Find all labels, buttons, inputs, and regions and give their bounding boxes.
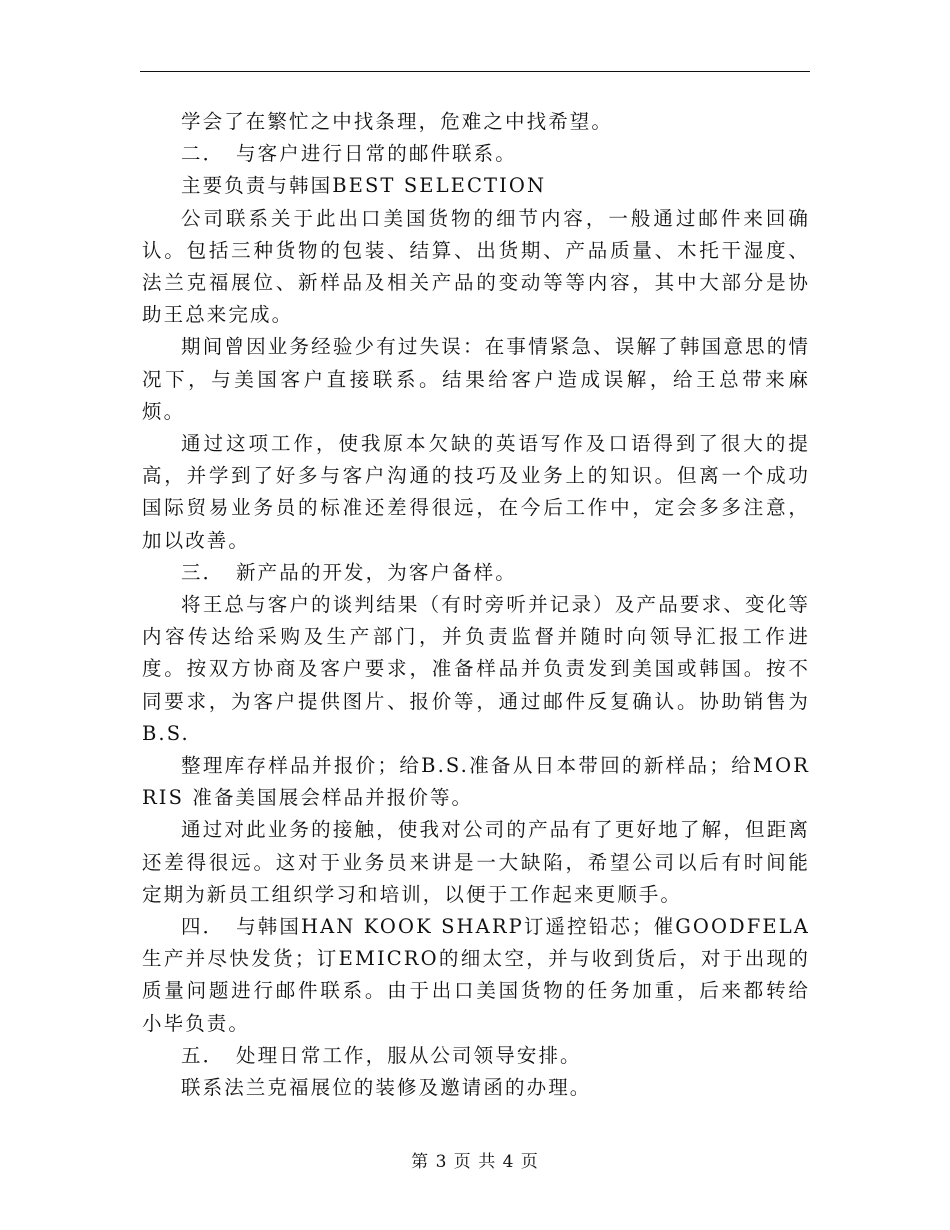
header-rule: [140, 71, 810, 72]
paragraph: 整理库存样品并报价；给B.S.准备从日本带回的新样品；给MORRIS 准备美国展会样品并报价等。: [142, 754, 810, 810]
paragraph: 将王总与客户的谈判结果（有时旁听并记录）及产品要求、变化等内容传达给采购及生产部门，并负责监督并随时向领导汇报工作进度。按双方协商及客户要求，准备样品并负责发到美国或韩国。按不同要求，为客户提供图片、报价等，通过邮件反复确认。协助销售为B.S.: [142, 593, 810, 745]
page-number: 第 3 页 共 4 页: [411, 1152, 539, 1172]
section-heading-5: 五． 处理日常工作，服从公司领导安排。: [181, 1043, 582, 1067]
paragraph: 期间曾因业务经验少有过失误：在事情紧急、误解了韩国意思的情况下，与美国客户直接联系。结果给客户造成误解，给王总带来麻烦。: [142, 335, 810, 423]
paragraph: 通过对此业务的接触，使我对公司的产品有了更好地了解，但距离还差得很远。这对于业务员来讲是一大缺陷，希望公司以后有时间能定期为新员工组织学习和培训，以便于工作起来更顺手。: [142, 818, 810, 906]
paragraph: 通过这项工作，使我原本欠缺的英语写作及口语得到了很大的提高，并学到了好多与客户沟通的技巧及业务上的知识。但离一个成功国际贸易业务员的标准还差得很远，在今后工作中，定会多多注意，加以改善。: [142, 432, 810, 552]
page-footer: [0, 1151, 950, 1173]
paragraph: 联系法兰克福展位的装修及邀请函的办理。: [181, 1076, 592, 1100]
section-heading-2: 二． 与客户进行日常的邮件联系。: [181, 142, 517, 166]
section-heading-4: 四． 与韩国HAN KOOK SHARP订遥控铅芯；催GOODFELA 生产并尽快发货；订EMICRO的细太空，并与收到货后，对于出现的质量问题进行邮件联系。由于出口美国货物的任务加重，后来都转给小毕负责。: [142, 915, 810, 1035]
paragraph: 公司联系关于此出口美国货物的细节内容，一般通过邮件来回确认。包括三种货物的包装、结算、出货期、产品质量、木托干湿度、法兰克福展位、新样品及相关产品的变动等等内容，其中大部分是协助王总来完成。: [142, 206, 810, 327]
paragraph: 主要负责与韩国BEST SELECTION: [181, 174, 547, 198]
paragraph: 学会了在繁忙之中找条理，危难之中找希望。: [181, 110, 614, 133]
section-heading-3: 三． 新产品的开发，为客户备样。: [181, 560, 517, 584]
document-body: [142, 106, 810, 1104]
